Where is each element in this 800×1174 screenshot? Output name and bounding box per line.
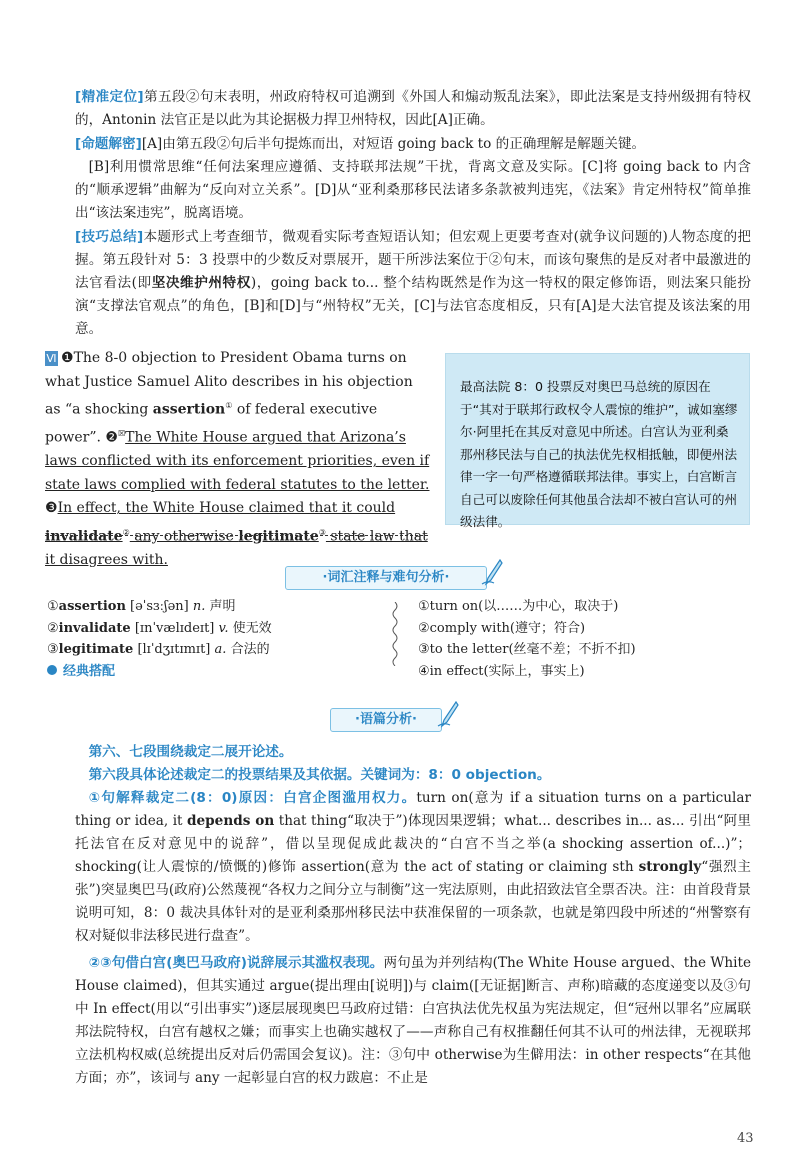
vocab-item bbox=[47, 596, 272, 618]
analysis-text: turn on(意为 if a situation turns on a particular thing or idea, it bbox=[75, 790, 751, 829]
vocab-word-assertion: assertion bbox=[152, 401, 226, 418]
sentence-2: The White House argued that Arizona’s laws conflicted with its enforcement priorities, even if state laws complied with federal statutes to the letter. bbox=[45, 429, 430, 493]
phrase-item: ①turn on(以……为中心，取决于) bbox=[418, 599, 619, 614]
page-number: 43 bbox=[737, 1131, 754, 1146]
paragraph-text: 第五段②句末表明，州政府特权可追溯到《外国人和煽动叛乱法案》，即此法案是支持州级拥有特权的，Antonin 法官正是以此为其论据极力捍卫州特权，因此[A]正确。 bbox=[75, 89, 751, 128]
analysis-heading-1 bbox=[75, 741, 751, 764]
sentence-number: ❶ bbox=[61, 350, 74, 366]
analysis-heading-text: 第六段具体论述裁定二的投票结果及其依据。关键词为：8：0 objection。 bbox=[88, 767, 551, 783]
analysis-heading-2 bbox=[75, 764, 751, 787]
paragraph-text: 本题形式上考查细节，微观看实际考查短语认知；但宏观上更要考查对(就争议问题的)人物态度的把握。第五段针对 5：3 投票中的少数反对票展开，题干所涉法案位于②句末，而该句聚焦的是反对者中最激进的法官看法(即 bbox=[75, 229, 751, 291]
phrase-item: ③to the letter(丝毫不差；不折不扣) bbox=[418, 642, 636, 657]
paragraph-skill-summary bbox=[75, 226, 751, 341]
paragraph-precise-location bbox=[75, 86, 751, 132]
vocab-num: ② bbox=[47, 620, 59, 636]
vocab-meaning: 声明 bbox=[209, 599, 236, 614]
analysis-bold: strongly bbox=[638, 859, 702, 875]
vocab-pos: a. bbox=[214, 642, 227, 657]
classic-collocation-label bbox=[47, 660, 115, 679]
footnote-marker: ① bbox=[225, 401, 233, 410]
paragraph-text: [B]利用惯常思维“任何法案理应遵循、支持联邦法规”干扰，背离文意及实际。[C]将 going back to 内含的“顺承逻辑”曲解为“反向对立关系”。[D]从“亚利桑那移民法诸多条款被判违宪，《法案》肯定州特权”简单推出“该法案违宪”，脱离语境。 bbox=[75, 159, 751, 221]
vocab-list-left bbox=[47, 596, 272, 661]
sentence-3c: state law that it disagrees with. bbox=[45, 528, 428, 568]
vocab-word: invalidate bbox=[58, 620, 131, 636]
translation-box bbox=[445, 353, 750, 529]
sentence-1: The 8-0 objection to President Obama turns on what Justice Samuel Alito describes in his objection as “a shocking bbox=[45, 350, 413, 418]
vocab-section-title: ·词汇注释与难句分析· bbox=[322, 570, 450, 585]
wavy-divider bbox=[390, 602, 400, 666]
difficult-sentence-icon: ☒ bbox=[117, 429, 126, 439]
analysis-bold: depends on bbox=[187, 813, 275, 829]
analysis-text: 两句虽为并列结构(The White House argued、the White House claimed)，但其实通过 argue(提出理由[说明])与 claim([无证据]断言、声称)暗藏的态度递变以及③句中 In effect(用以“引出事实”)逐层展现奥巴马政府过错：白宫执法优先权虽为宪法规定，但“冠州以罪名”应属联邦法院特权，白宫有越权之嫌；而事实上也确实越权了——声称自己有权推翻任何其不认可的州法律，无视联邦立法机构权威(总统提出反对后仍需国会复议)。注：③句中 otherwise为生僻用法：in other respects“在其他方面；亦”，该词与 any 一起彰显白宫的权力跋扈：不止是 bbox=[75, 955, 751, 1086]
tag-precise-location: [精准定位] bbox=[75, 89, 144, 105]
sentence-1-end: of federal executive power”. bbox=[45, 401, 378, 446]
vocab-num: ③ bbox=[47, 642, 59, 657]
vocab-ipa: [lɪˈdʒɪtɪmɪt] bbox=[137, 642, 211, 657]
vocab-word-invalidate: invalidate bbox=[45, 528, 123, 545]
phrase-item: ②comply with(遵守；符合) bbox=[418, 620, 586, 636]
vocab-section-banner bbox=[285, 566, 487, 590]
analysis-section-title: ·语篇分析· bbox=[355, 712, 417, 727]
vocab-meaning: 合法的 bbox=[230, 642, 270, 657]
analysis-heading-text: 第六、七段围绕裁定二展开论述。 bbox=[88, 744, 293, 760]
analysis-lead: ②③句借白宫(奥巴马政府)说辞展示其滥权表现。 bbox=[88, 955, 384, 971]
vocab-word-legitimate: legitimate bbox=[238, 528, 319, 545]
english-passage bbox=[45, 347, 430, 572]
classic-label-text: 经典搭配 bbox=[63, 664, 116, 679]
vocab-pos: n. bbox=[192, 599, 206, 614]
paragraph-distractors bbox=[75, 156, 751, 225]
paragraph-text: [A]由第五段②句后半句提炼而出，对短语 going back to 的正确理解是解题关键。 bbox=[141, 136, 646, 152]
analysis-paragraph-1 bbox=[75, 787, 751, 948]
vocab-word: legitimate bbox=[58, 642, 134, 657]
analysis-lead: ①句解释裁定二(8：0)原因：白宫企图滥用权力。 bbox=[88, 790, 417, 806]
analysis-text: “强烈主张”)突显奥巴马(政府)公然蔑视“各权力之间分立与制衡”这一宪法原则，由此招致法官全票否决。注：由首段背景说明可知，8：0 裁决具体针对的是亚利桑那州移民法中获准保留的一项条款，也就是第四段中所述的“州警察有权对疑似非法移民进行盘查”。 bbox=[75, 859, 751, 944]
paragraph-question-decode bbox=[75, 133, 751, 156]
vocab-word: assertion bbox=[58, 599, 126, 614]
translation-text: 最高法院 8：0 投票反对奥巴马总统的原因在于“其对于联邦行政权令人震惊的维护”，诚如塞缪尔·阿里托在其反对意见中所述。白宫认为亚利桑那州移民法与自己的执法优先权相抵触，即便州法律一字一句严格遵循联邦法律。事实上，白宫断言自己可以废除任何其他虽合法却不被白宫认可的州级法律。 bbox=[460, 379, 738, 529]
vocab-ipa: [əˈsɜːʃən] bbox=[130, 599, 189, 614]
footnote-marker: ② bbox=[122, 527, 130, 537]
vocab-item bbox=[47, 639, 272, 661]
pen-icon bbox=[436, 700, 460, 728]
tag-question-decode: [命题解密] bbox=[75, 136, 142, 152]
vocab-ipa: [ɪnˈvælɪdeɪt] bbox=[134, 620, 215, 636]
sentence-number: ❸ bbox=[45, 500, 58, 517]
analysis-text: that thing“取决于”)体现因果逻辑；what... describes in... as... 引出“阿里托法官在反对意见中的说辞”，借以呈现促成此裁决的“白宫不当之举(a shocking assertion of...)”；shocking(让人震惊的/愤慨的)修饰 assertion(意为 the act of stating or claiming sth bbox=[75, 813, 751, 875]
vocab-pos: v. bbox=[218, 620, 229, 636]
key-phrase: 坚决维护州特权 bbox=[151, 275, 251, 291]
footnote-marker: ③ bbox=[318, 527, 326, 537]
bullet-dot bbox=[47, 665, 57, 675]
sentence-3a: In effect, the White House claimed that it could bbox=[57, 500, 396, 517]
analysis-paragraph-2 bbox=[75, 952, 751, 1090]
vocab-num: ① bbox=[47, 599, 59, 614]
tag-skill-summary: [技巧总结] bbox=[75, 229, 144, 245]
vocab-item bbox=[47, 618, 272, 640]
paragraph-roman-numeral: Ⅵ bbox=[46, 352, 57, 365]
phrase-item: ④in effect(实际上，事实上) bbox=[418, 663, 585, 679]
passage-divider bbox=[45, 535, 428, 536]
sentence-number: ❷ bbox=[105, 429, 118, 446]
paragraph-text: )，going back to... 整个结构既然是作为这一特权的限定修饰语，则法案只能扮演“支撑法官观点”的角色，[B]和[D]与“州特权”无关，[C]与法官态度相反，只有[A]是大法官提及该法案的用意。 bbox=[75, 275, 751, 337]
vocab-meaning: 使无效 bbox=[232, 620, 272, 636]
analysis-section-banner bbox=[330, 708, 442, 732]
vocab-list-right bbox=[418, 596, 636, 682]
pen-icon bbox=[480, 558, 504, 586]
sentence-3b: any otherwise bbox=[129, 528, 239, 545]
